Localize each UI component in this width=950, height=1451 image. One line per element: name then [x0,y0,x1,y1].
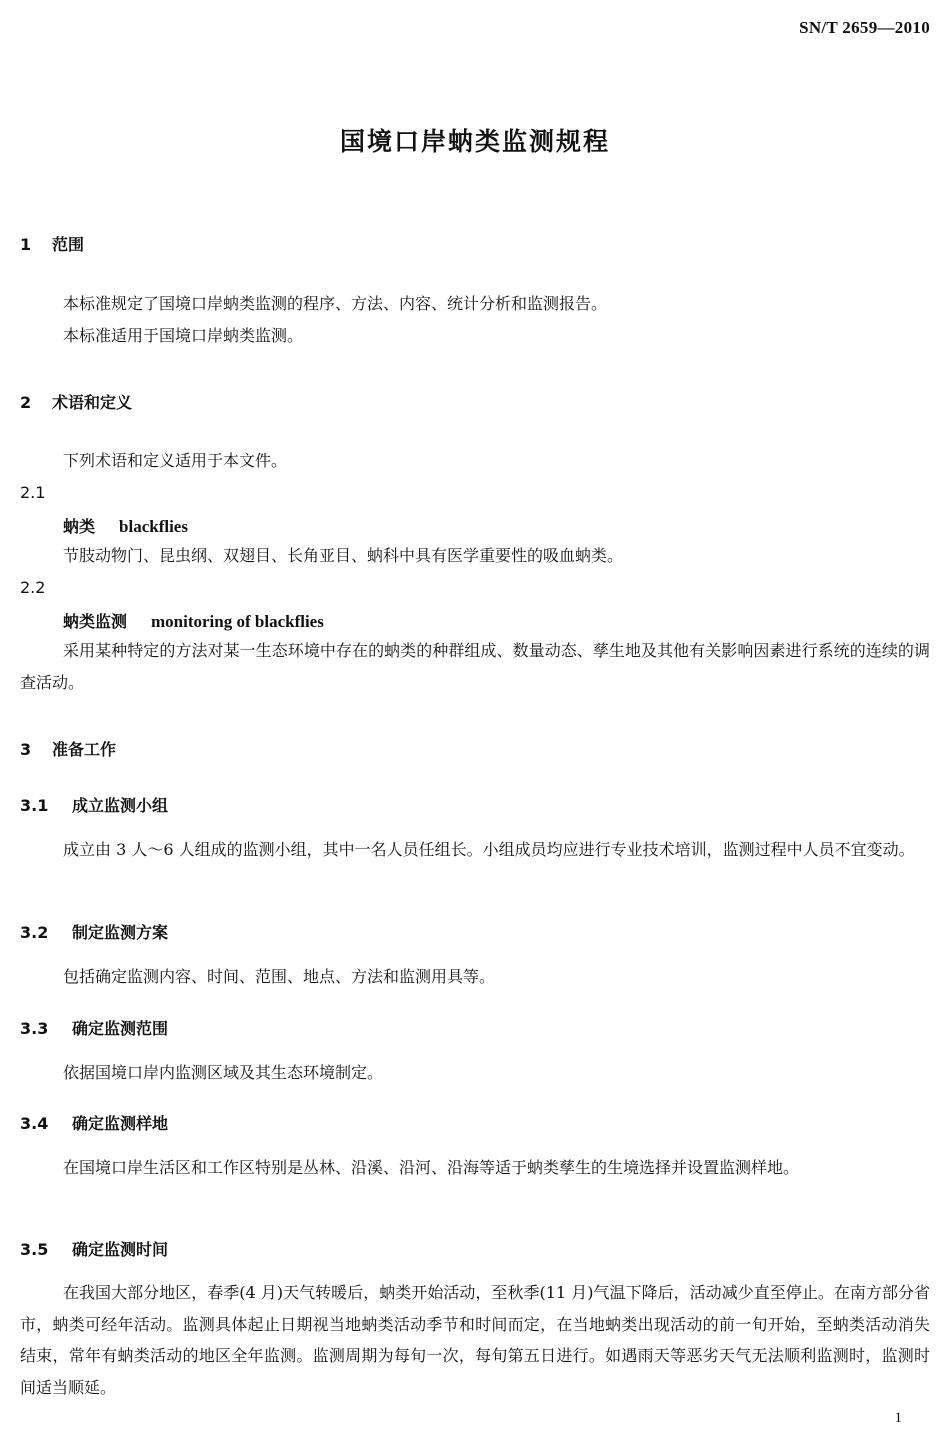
subsection-title: 确定监测时间 [72,1240,169,1259]
term-zh: 蚋类 [63,517,96,536]
subsection-heading-3-2 [20,920,168,943]
paragraph: 依据国境口岸内监测区域及其生态环境制定。 [63,1063,384,1082]
term-en: monitoring of blackflies [151,612,324,631]
subsection-title: 成立监测小组 [72,796,169,815]
paragraph: 下列术语和定义适用于本文件。 [63,451,288,470]
term-definition: 采用某种特定的方法对某一生态环境中存在的蚋类的种群组成、数量动态、孳生地及其他有关影响因素进行系统的连续的调查活动。 [20,641,930,692]
page-number: 1 [894,1410,902,1426]
subsection-heading-3-3 [20,1016,168,1039]
standard-code: SN/T 2659—2010 [799,18,930,37]
section-heading-2 [20,390,132,413]
subsection-number: 3.4 [20,1114,49,1133]
paragraph: 在我国大部分地区，春季(4 月)天气转暖后，蚋类开始活动，至秋季(11 月)气温下降后，活动减少直至停止。在南方部分省市，蚋类可经年活动。监测具体起止日期视当地蚋类活动季节和时间而定，在当地蚋类出现活动的前一旬开始，至蚋类活动消失结束，常年有蚋类活动的地区全年监测。监测周期为每旬一次，每旬第五日进行。如遇雨天等恶劣天气无法顺利监测时，监测时间适当顺延。 [20,1283,930,1397]
subsection-title: 确定监测范围 [72,1019,169,1038]
paragraph: 在国境口岸生活区和工作区特别是丛林、沿溪、沿河、沿海等适于蚋类孳生的生境选择并设置监测样地。 [63,1158,800,1177]
term-definition: 节肢动物门、昆虫纲、双翅目、长角亚目、蚋科中具有医学重要性的吸血蚋类。 [63,546,624,565]
section-title: 范围 [52,235,85,254]
subsection-number: 3.2 [20,923,49,942]
term-number: 2.2 [20,578,46,597]
subsection-number: 3.3 [20,1019,49,1038]
document-title: 国境口岸蚋类监测规程 [339,127,610,156]
paragraph: 包括确定监测内容、时间、范围、地点、方法和监测用具等。 [63,967,496,986]
term-heading [63,609,324,632]
subsection-number: 3.5 [20,1240,49,1259]
term-zh: 蚋类监测 [63,612,128,631]
subsection-heading-3-5 [20,1237,168,1260]
term-heading [63,514,188,537]
section-title: 术语和定义 [52,393,133,412]
term-number: 2.1 [20,483,46,502]
subsection-title: 确定监测样地 [72,1114,169,1133]
subsection-number: 3.1 [20,796,49,815]
section-number: 3 [20,740,32,759]
section-number: 2 [20,393,32,412]
subsection-title: 制定监测方案 [72,923,169,942]
paragraph: 本标准规定了国境口岸蚋类监测的程序、方法、内容、统计分析和监测报告。 [63,294,608,313]
paragraph: 成立由 3 人～6 人组成的监测小组，其中一名人员任组长。小组成员均应进行专业技术培训，监测过程中人员不宜变动。 [63,840,915,859]
section-number: 1 [20,235,32,254]
section-title: 准备工作 [52,740,117,759]
section-heading-1 [20,232,84,255]
subsection-heading-3-4 [20,1111,168,1134]
section-heading-3 [20,737,116,760]
term-en: blackflies [119,517,188,536]
subsection-heading-3-1 [20,793,168,816]
paragraph: 本标准适用于国境口岸蚋类监测。 [63,326,304,345]
